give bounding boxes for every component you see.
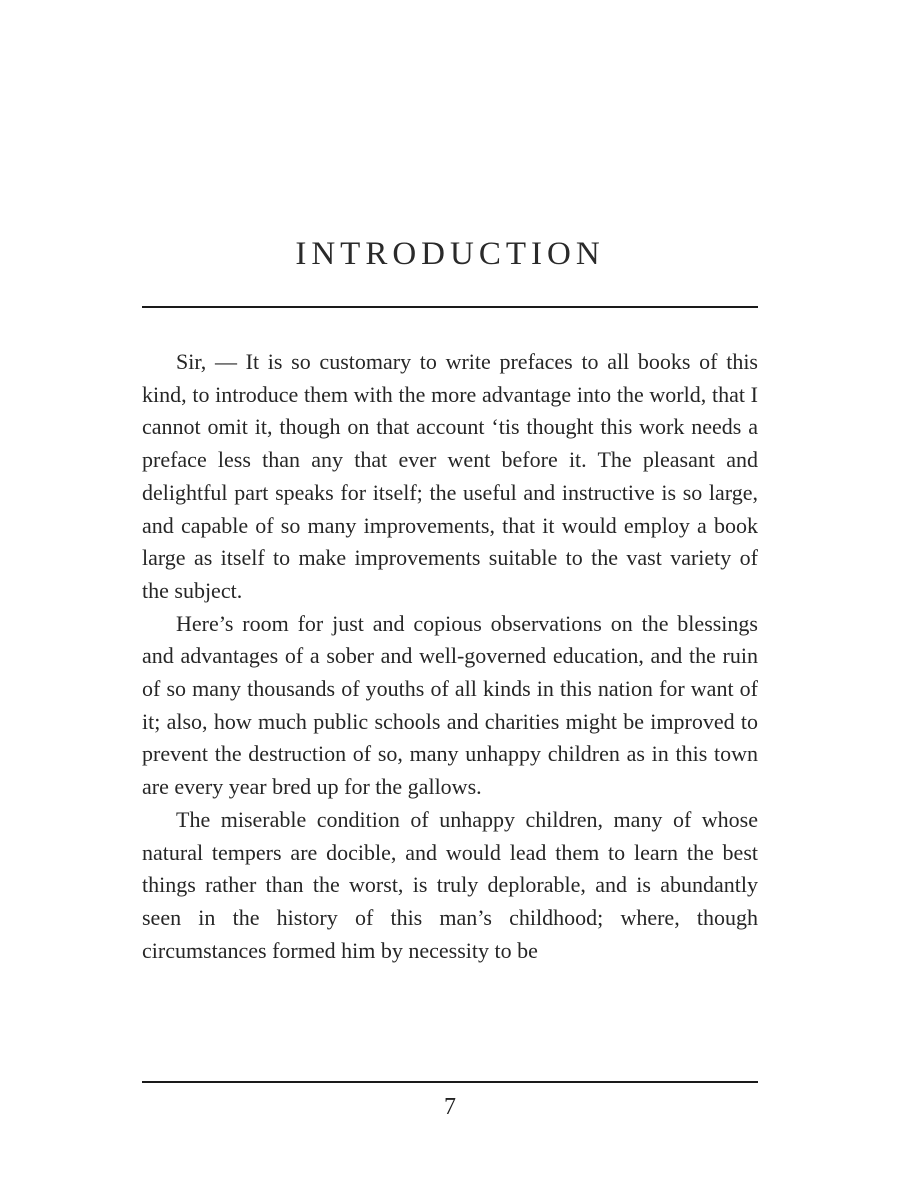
paragraph: Sir, — It is so customary to write prefaces to all books of this kind, to introduce them with the more advantage into the world, that I cannot omit it, though on that account ‘tis thought this work needs a preface less than any that ever went before it. The pleasant and delightful part speaks for itself; the useful and instructive is so large, and capable of so many improvements, that it would employ a book large as itself to make improvements suitable to the vast variety of the subject. — [142, 349, 758, 603]
paragraph: The miserable condition of unhappy children, many of whose natural tempers are docible, and would lead them to learn the best things rather than the worst, is truly deplorable, and is abundantly seen in the history of this man’s childhood; where, though circumstances formed him by necessity to be — [142, 806, 758, 963]
title-divider — [142, 306, 758, 308]
body-text — [142, 346, 758, 967]
chapter-title: INTRODUCTION — [295, 236, 605, 272]
footer-divider — [142, 1081, 758, 1083]
page-number: 7 — [444, 1094, 456, 1120]
paragraph: Here’s room for just and copious observations on the blessings and advantages of a sober and well-governed education, and the ruin of so many thousands of youths of all kinds in this nation for want of it; also, how much public schools and charities might be improved to prevent the destruction of so, many unhappy children as in this town are every year bred up for the gallows. — [142, 610, 758, 800]
